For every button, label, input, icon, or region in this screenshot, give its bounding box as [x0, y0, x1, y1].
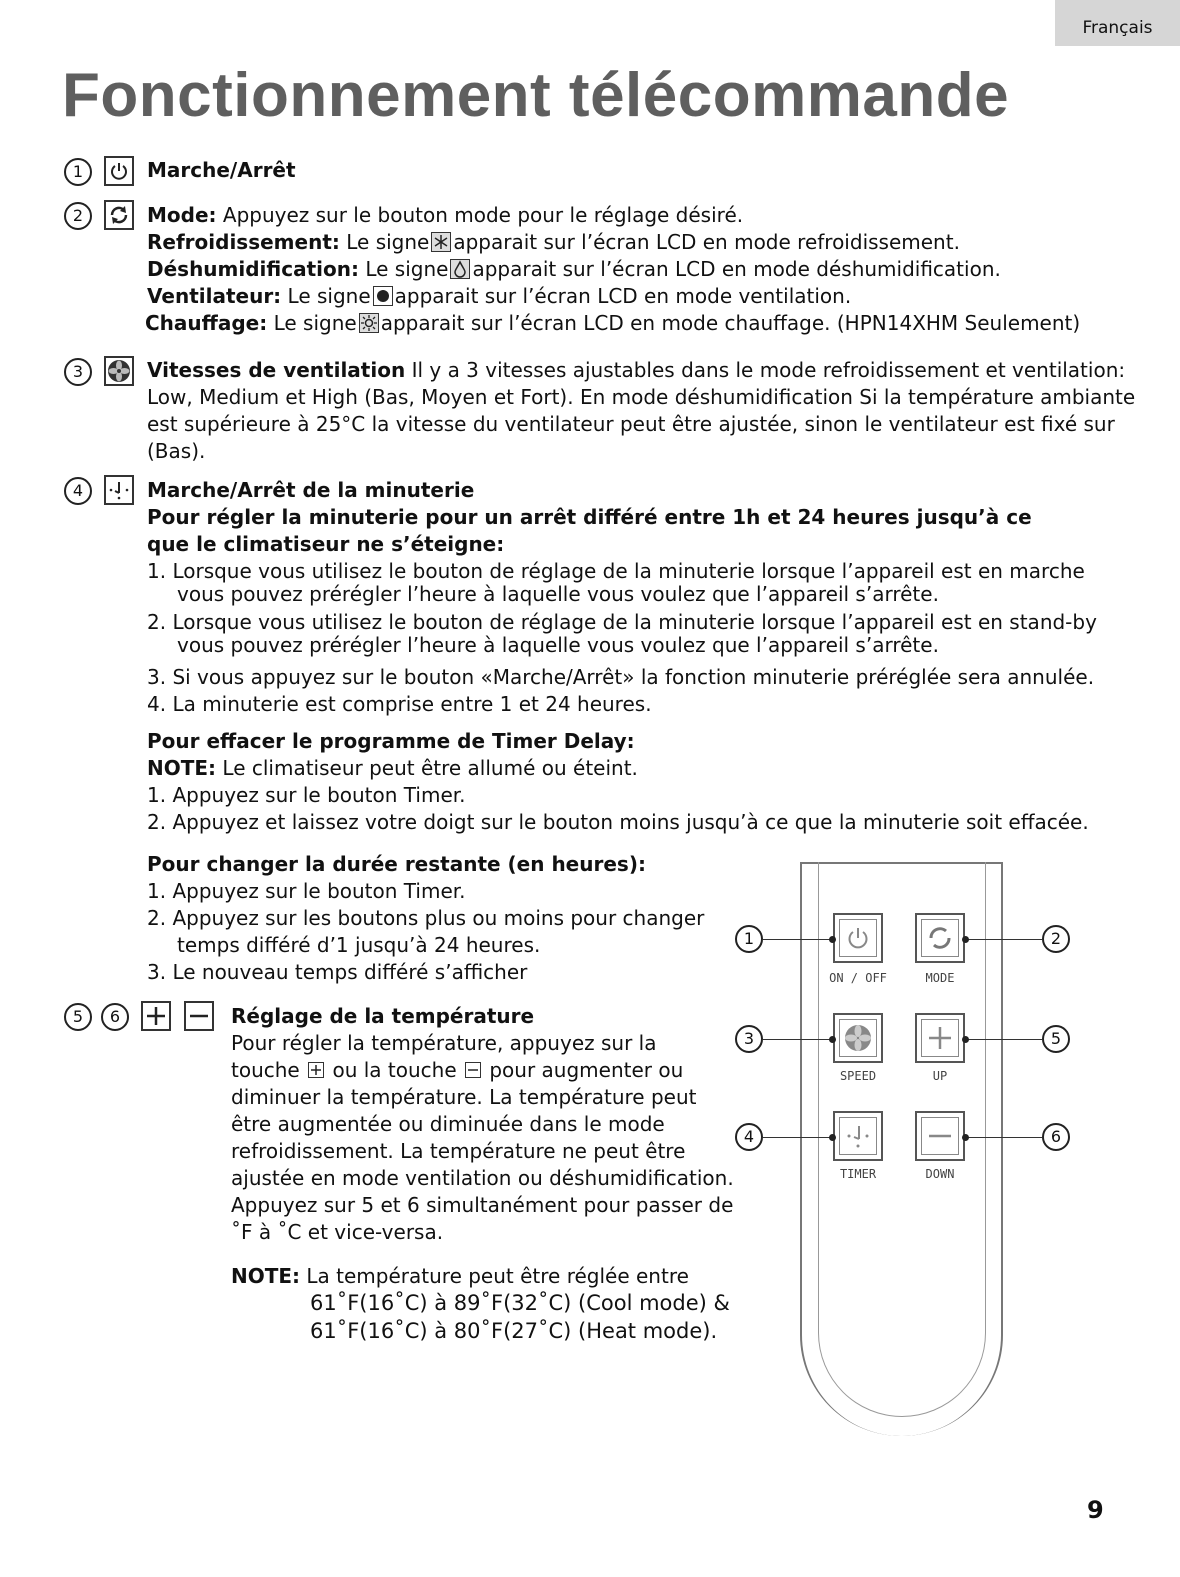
snowflake-icon: [431, 232, 451, 252]
mode-cool-line: Refroidissement: Le signe apparait sur l’écran LCD en mode refroidissement.: [147, 230, 960, 254]
temperature-l8: ˚F à ˚C et vice-versa.: [231, 1220, 444, 1244]
sun-icon: [359, 313, 379, 333]
section-number-2: 2: [64, 202, 92, 230]
timer-sub1-l2: que le climatiseur ne s’éteigne:: [147, 532, 505, 556]
fan-speed-line-2: Low, Medium et High (Bas, Moyen et Fort). En mode déshumidification Si la température ambiante: [147, 385, 1136, 409]
timer-item-3: 3. Si vous appuyez sur le bouton «Marche/Arrêt» la fonction minuterie préréglée sera annulée.: [147, 665, 1095, 689]
timer-sub2: Pour effacer le programme de Timer Delay:: [147, 729, 635, 753]
callout-3: 3: [735, 1025, 763, 1053]
page-title: Fonctionnement télécommande: [62, 61, 1010, 130]
power-icon: [104, 156, 134, 186]
timer-change-1: 1. Appuyez sur le bouton Timer.: [147, 879, 466, 903]
callout-dot-5: [962, 1036, 969, 1043]
timer-title: Marche/Arrêt de la minuterie: [147, 478, 475, 502]
droplet-icon: [450, 259, 470, 279]
minus-key-icon: [465, 1062, 481, 1078]
callout-dot-2: [962, 936, 969, 943]
section-number-1: 1: [64, 158, 92, 186]
mode-cycle-icon: [104, 200, 134, 230]
mode-fan-line: Ventilateur: Le signe apparait sur l’écran LCD en mode ventilation.: [147, 284, 852, 308]
timer-item-1b: vous pouvez prérégler l’heure à laquelle vous voulez que l’appareil s’arrête.: [177, 582, 939, 606]
remote-down-button[interactable]: [915, 1111, 965, 1161]
fan-icon: [104, 356, 134, 386]
temperature-l7: Appuyez sur 5 et 6 simultanément pour passer de: [231, 1193, 734, 1217]
mode-dehum-line: Déshumidification: Le signe apparait sur l’écran LCD en mode déshumidification.: [147, 257, 1001, 281]
timer-sub1-l1: Pour régler la minuterie pour un arrêt différé entre 1h et 24 heures jusqu’à ce: [147, 505, 1032, 529]
section-number-4: 4: [64, 477, 92, 505]
remote-speed-button[interactable]: [833, 1013, 883, 1063]
temperature-l1: Pour régler la température, appuyez sur la: [231, 1031, 657, 1055]
timer-change-2b: temps différé d’1 jusqu’à 24 heures.: [177, 933, 541, 957]
temperature-title: Réglage de la température: [231, 1004, 535, 1028]
timer-clear-2: 2. Appuyez et laissez votre doigt sur le bouton moins jusqu’à ce que la minuterie soit effacée.: [147, 810, 1089, 834]
callout-dot-1: [829, 936, 836, 943]
section-number-6: 6: [101, 1003, 129, 1031]
timer-icon: [104, 475, 134, 505]
callout-line-6: [965, 1137, 1042, 1138]
timer-sub3: Pour changer la durée restante (en heures):: [147, 852, 646, 876]
timer-item-2a: 2. Lorsque vous utilisez le bouton de réglage de la minuterie lorsque l’appareil est en stand-by: [147, 610, 1097, 634]
callout-dot-6: [962, 1134, 969, 1141]
timer-note: NOTE: Le climatiseur peut être allumé ou éteint.: [147, 756, 638, 780]
timer-change-3: 3. Le nouveau temps différé s’afficher: [147, 960, 528, 984]
remote-label-onoff: ON / OFF: [829, 971, 887, 985]
temperature-l2: touche ou la touche pour augmenter ou: [231, 1058, 684, 1082]
section-1-title: Marche/Arrêt: [147, 158, 296, 182]
timer-item-2b: vous pouvez prérégler l’heure à laquelle vous voulez que l’appareil s’arrête.: [177, 633, 939, 657]
timer-change-2a: 2. Appuyez sur les boutons plus ou moins pour changer: [147, 906, 705, 930]
timer-clear-1: 1. Appuyez sur le bouton Timer.: [147, 783, 466, 807]
remote-label-mode: MODE: [925, 971, 955, 985]
callout-2: 2: [1042, 925, 1070, 953]
page-number: 9: [1087, 1496, 1104, 1524]
callout-dot-4: [829, 1134, 836, 1141]
remote-timer-button[interactable]: [833, 1111, 883, 1161]
timer-item-1a: 1. Lorsque vous utilisez le bouton de réglage de la minuterie lorsque l’appareil est en marche: [147, 559, 1085, 583]
remote-label-speed: SPEED: [839, 1069, 877, 1083]
mode-heat-line: Chauffage: Le signe apparait sur l’écran LCD en mode chauffage. (HPN14XHM Seulement): [145, 311, 1081, 335]
minus-icon: [184, 1001, 214, 1031]
callout-line-4: [763, 1137, 833, 1138]
remote-onoff-button[interactable]: [833, 913, 883, 963]
fan-speed-line-3: est supérieure à 25°C la vitesse du ventilateur peut être ajustée, sinon le ventilateur est fixé sur: [147, 412, 1115, 436]
temperature-l3: diminuer la température. La température peut: [231, 1085, 697, 1109]
section-number-3: 3: [64, 358, 92, 386]
section-number-5: 5: [64, 1003, 92, 1031]
fan-speed-line-1: Vitesses de ventilation Il y a 3 vitesses ajustables dans le mode refroidissement et ventilation:: [147, 358, 1126, 382]
mode-intro: Mode: Appuyez sur le bouton mode pour le réglage désiré.: [147, 203, 744, 227]
temperature-l5: refroidissement. La température ne peut être: [231, 1139, 686, 1163]
fan-mode-icon: [373, 286, 393, 306]
callout-6: 6: [1042, 1123, 1070, 1151]
temperature-note-3: 61˚F(16˚C) à 80˚F(27˚C) (Heat mode).: [310, 1319, 718, 1343]
remote-mode-button[interactable]: [915, 913, 965, 963]
callout-line-1: [763, 939, 833, 940]
plus-key-icon: [308, 1062, 324, 1078]
callout-dot-3: [829, 1036, 836, 1043]
callout-line-3: [763, 1039, 833, 1040]
callout-4: 4: [735, 1123, 763, 1151]
timer-item-4: 4. La minuterie est comprise entre 1 et 24 heures.: [147, 692, 652, 716]
fan-speed-line-4: (Bas).: [147, 439, 206, 463]
callout-5: 5: [1042, 1025, 1070, 1053]
remote-label-down: DOWN: [925, 1167, 955, 1181]
plus-icon: [141, 1001, 171, 1031]
remote-label-timer: TIMER: [839, 1167, 877, 1181]
remote-label-up: UP: [932, 1069, 948, 1083]
callout-line-2: [965, 939, 1042, 940]
temperature-l4: être augmentée ou diminuée dans le mode: [231, 1112, 665, 1136]
callout-1: 1: [735, 925, 763, 953]
temperature-note-2: 61˚F(16˚C) à 89˚F(32˚C) (Cool mode) &: [310, 1291, 730, 1315]
callout-line-5: [965, 1039, 1042, 1040]
remote-up-button[interactable]: [915, 1013, 965, 1063]
language-tab: Français: [1055, 0, 1180, 46]
temperature-l6: ajustée en mode ventilation ou déshumidification.: [231, 1166, 734, 1190]
temperature-note-1: NOTE: La température peut être réglée entre: [231, 1264, 689, 1288]
